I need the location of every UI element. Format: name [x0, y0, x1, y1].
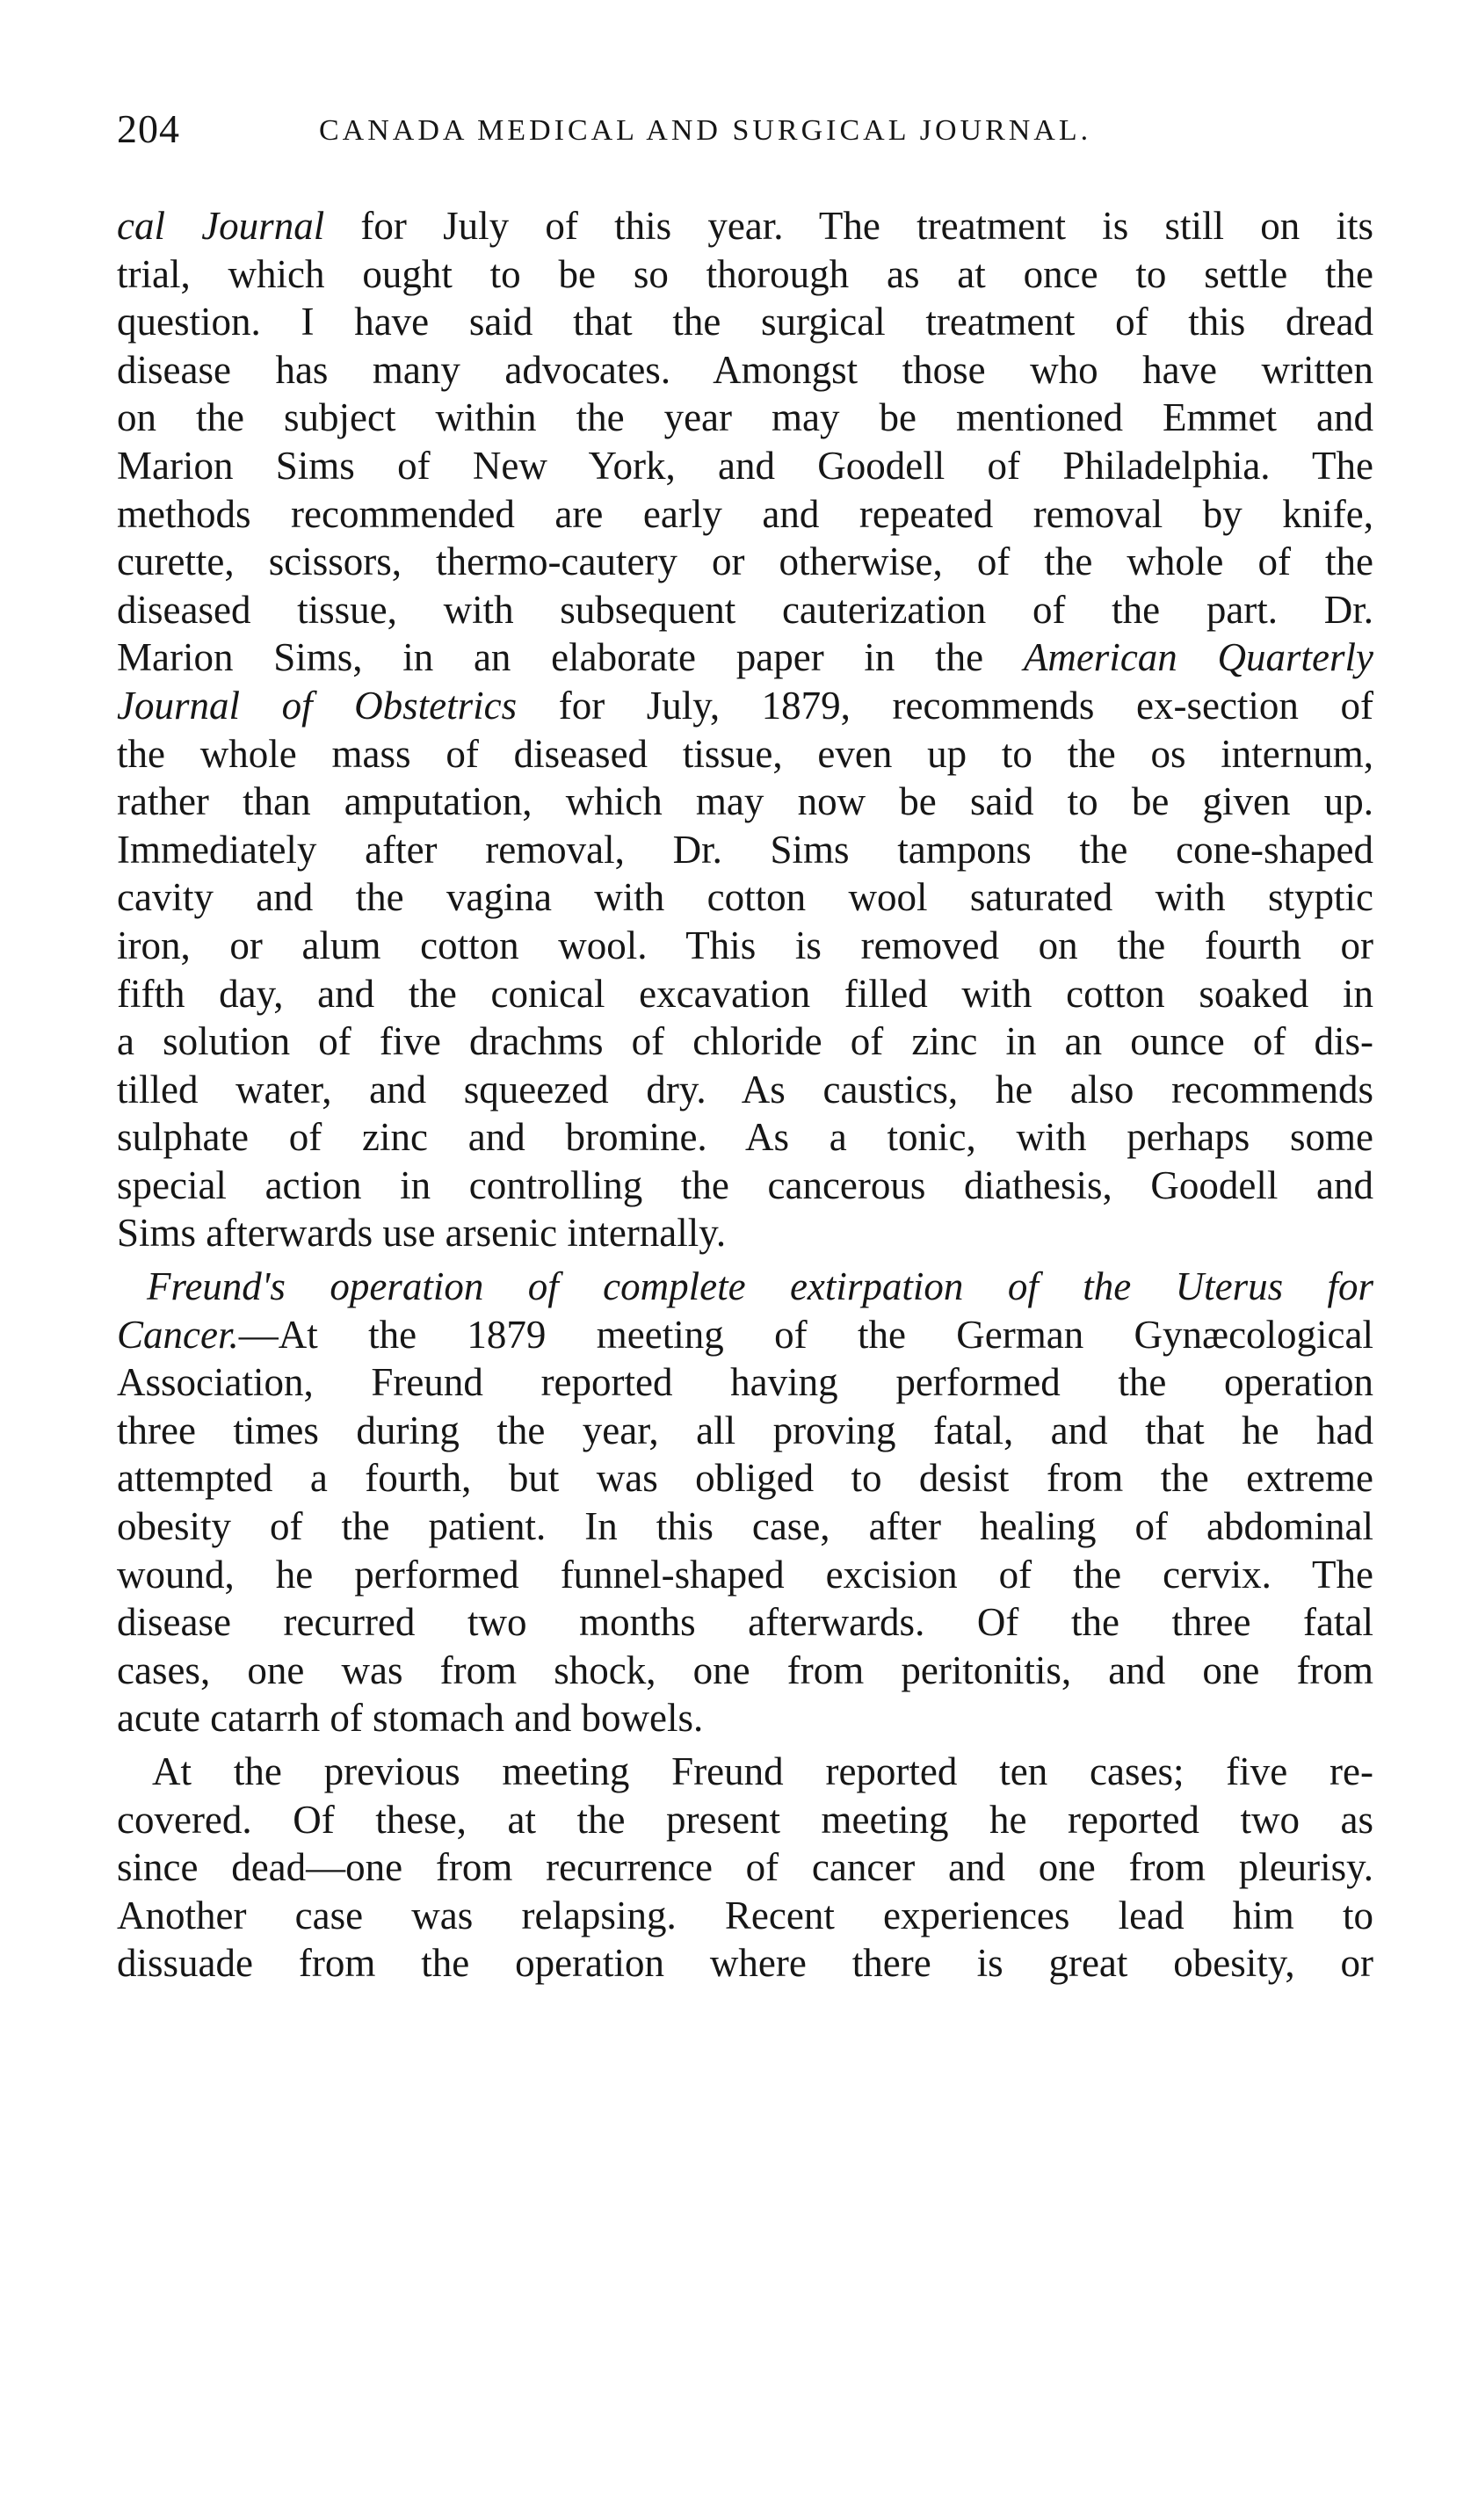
text-segment: for July, 1879, recommends ex-section of [517, 683, 1373, 728]
running-head [117, 105, 1373, 158]
italic-text: American Quarterly [1023, 635, 1373, 680]
text-segment: methods recommended are early and repeated removal by knife, [117, 491, 1373, 536]
text-line [117, 1939, 1373, 1988]
text-line [117, 1407, 1373, 1455]
text-line [117, 298, 1373, 346]
italic-text: Journal of Obstetrics [117, 683, 518, 728]
text-segment: Marion Sims of New York, and Goodell of Philadelphia. The [117, 443, 1373, 488]
text-line [117, 1748, 1373, 1796]
text-segment: fifth day, and the conical excavation filled with cotton soaked in [117, 971, 1373, 1016]
text-segment: wound, he performed funnel-shaped excision of the cervix. The [117, 1552, 1373, 1597]
text-line [117, 1162, 1373, 1210]
italic-text: Cancer. [117, 1312, 239, 1357]
text-line [117, 922, 1373, 970]
paragraph-previous-meeting [117, 1748, 1373, 1988]
text-segment: dissuade from the operation where there is great obesity, or [117, 1941, 1373, 1986]
text-segment: special action in controlling the cancerous diathesis, Goodell and [117, 1162, 1373, 1207]
text-segment: obesity of the patient. In this case, after healing of abdominal [117, 1504, 1373, 1549]
text-line [117, 1796, 1373, 1844]
italic-text: cal Journal [117, 204, 325, 248]
text-segment: diseased tissue, with subsequent cauterization of the part. Dr. [117, 587, 1373, 632]
text-line [117, 538, 1373, 586]
text-line [117, 826, 1373, 874]
text-segment: —At the 1879 meeting of the German Gynæcological [238, 1312, 1373, 1357]
paragraph-surgical-treatment [117, 202, 1373, 1257]
text-segment: since dead—one from recurrence of cancer and one from pleurisy. [117, 1845, 1373, 1890]
text-segment: sulphate of zinc and bromine. As a tonic, with perhaps some [117, 1115, 1373, 1160]
text-line [117, 1503, 1373, 1551]
text-line [117, 634, 1373, 682]
text-line [117, 1598, 1373, 1647]
text-line [117, 202, 1373, 250]
text-line [117, 873, 1373, 922]
text-segment: disease has many advocates. Amongst those who have written [117, 347, 1373, 392]
text-segment: Marion Sims, in an elaborate paper in the [117, 635, 1024, 680]
text-line [117, 1311, 1373, 1359]
text-segment: for July of this year. The treatment is still on its [324, 204, 1373, 248]
text-segment: cases, one was from shock, one from peritonitis, and one from [117, 1647, 1373, 1692]
text-line [117, 1263, 1373, 1311]
journal-title: CANADA MEDICAL AND SURGICAL JOURNAL. [319, 114, 1092, 147]
text-segment: Association, Freund reported having performed the operation [117, 1360, 1373, 1405]
text-line [117, 1843, 1373, 1892]
text-line [117, 1694, 1373, 1742]
text-segment: trial, which ought to be so thorough as at once to settle the [117, 251, 1373, 296]
text-line [117, 346, 1373, 395]
italic-text: Freund's operation of complete extirpation of the Uterus for [147, 1264, 1373, 1309]
text-segment: At the previous meeting Freund reported ten cases; five re- [152, 1749, 1373, 1793]
body-text [117, 202, 1373, 1988]
text-segment: three times during the year, all proving fatal, and that he had [117, 1408, 1373, 1452]
text-line [117, 1209, 1373, 1257]
text-line [117, 442, 1373, 490]
text-segment: rather than amputation, which may now be said to be given up. [117, 779, 1373, 824]
text-segment: Immediately after removal, Dr. Sims tampons the cone-shaped [117, 827, 1373, 872]
text-line [117, 490, 1373, 539]
text-segment: the whole mass of diseased tissue, even up to the os internum, [117, 731, 1373, 776]
text-line [117, 682, 1373, 730]
text-line [117, 1358, 1373, 1407]
text-segment: attempted a fourth, but was obliged to desist from the extreme [117, 1456, 1373, 1501]
text-segment: iron, or alum cotton wool. This is removed on the fourth or [117, 923, 1373, 967]
text-line [117, 1113, 1373, 1162]
text-line [117, 250, 1373, 299]
text-segment: question. I have said that the surgical treatment of this dread [117, 300, 1373, 344]
text-segment: curette, scissors, thermo-cautery or otherwise, of the whole of the [117, 539, 1373, 584]
text-segment: on the subject within the year may be mentioned Emmet and [117, 395, 1373, 440]
text-segment: acute catarrh of stomach and bowels. [117, 1696, 704, 1741]
text-line [117, 730, 1373, 778]
text-line [117, 970, 1373, 1018]
text-line [117, 586, 1373, 634]
text-segment: cavity and the vagina with cotton wool saturated with styptic [117, 875, 1373, 920]
text-segment: covered. Of these, at the present meeting he reported two as [117, 1797, 1373, 1842]
text-line [117, 1892, 1373, 1940]
paragraph-freund-operation [117, 1263, 1373, 1742]
text-segment: a solution of five drachms of chloride of zinc in an ounce of dis- [117, 1019, 1373, 1064]
text-line [117, 1551, 1373, 1599]
text-line [117, 1017, 1373, 1066]
text-line [117, 394, 1373, 442]
text-segment: tilled water, and squeezed dry. As caustics, he also recommends [117, 1067, 1373, 1112]
text-line [117, 1647, 1373, 1695]
text-line [117, 1454, 1373, 1503]
text-line [117, 1066, 1373, 1114]
text-segment: disease recurred two months afterwards. Of the three fatal [117, 1600, 1373, 1645]
text-segment: Another case was relapsing. Recent experiences lead him to [117, 1893, 1373, 1937]
text-segment: Sims afterwards use arsenic internally. [117, 1211, 727, 1256]
page-number: 204 [117, 106, 180, 151]
text-line [117, 778, 1373, 826]
